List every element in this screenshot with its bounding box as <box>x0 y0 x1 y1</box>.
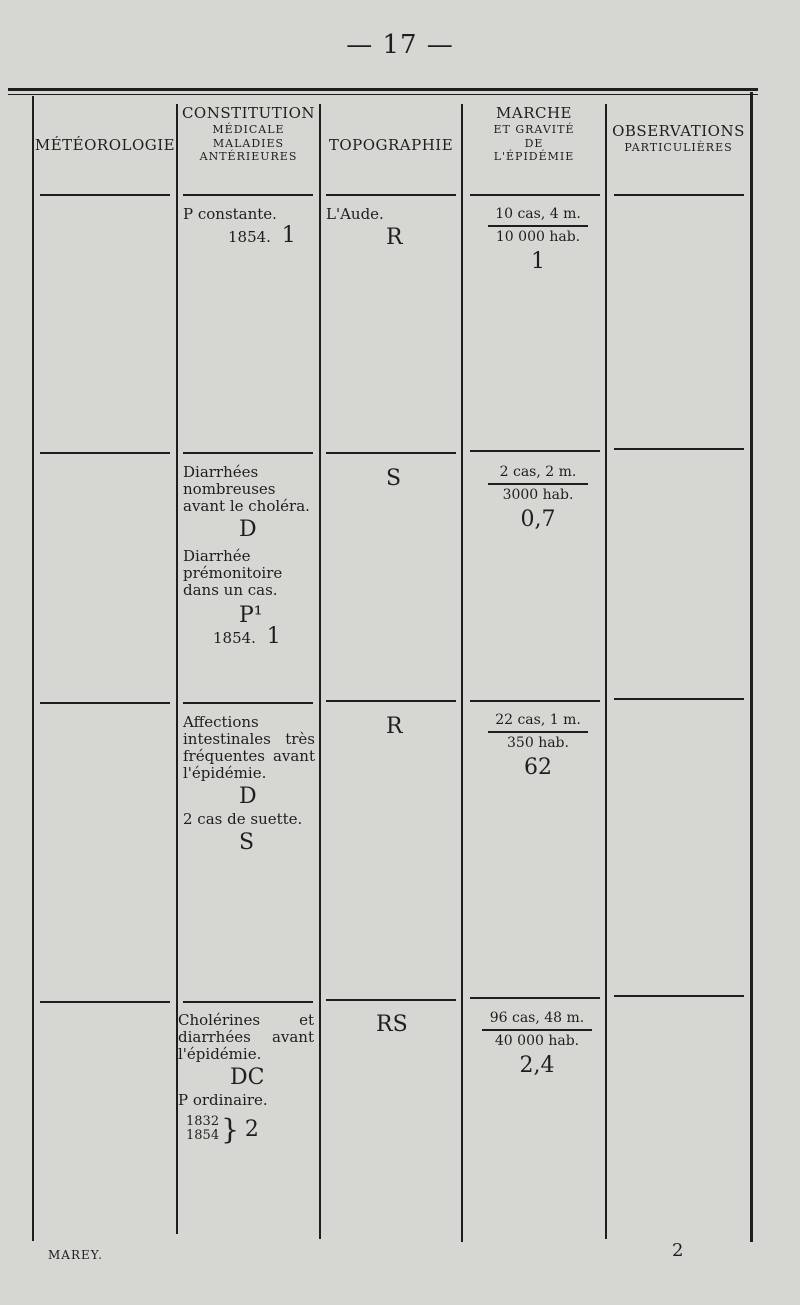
row-separator <box>183 194 313 196</box>
header-constitution-line-4: ANTÉRIEURES <box>199 150 298 164</box>
header-marche-line-4: L'ÉPIDÉMIE <box>493 150 575 164</box>
row4-marche <box>482 1010 592 1078</box>
row4-constitution-years <box>186 1112 314 1146</box>
row3-marche-numerator: 22 cas, 1 m. <box>488 712 588 733</box>
row1-marche <box>488 206 588 274</box>
row4-constitution-text-2: P ordinaire. <box>178 1091 268 1109</box>
row-separator <box>326 999 456 1001</box>
row3-constitution <box>183 713 315 855</box>
row1-constitution-year: 1854. <box>228 228 271 246</box>
top-rule <box>8 88 758 91</box>
header-topographie <box>321 136 461 155</box>
row1-marche-numerator: 10 cas, 4 m. <box>488 206 588 227</box>
row2-constitution-year: 1854. <box>213 629 256 647</box>
column-rule-6 <box>750 92 753 1242</box>
row1-constitution-year-value: 1 <box>281 223 296 248</box>
row-separator <box>183 1001 313 1003</box>
column-rule-5 <box>605 104 607 1239</box>
header-observations-line-1: OBSERVATIONS <box>612 122 745 140</box>
row3-constitution-code-1: D <box>239 784 257 809</box>
row2-marche-denominator: 3000 hab. <box>502 487 574 503</box>
row2-constitution-year-line <box>213 624 315 649</box>
row3-marche-denominator: 350 hab. <box>507 735 569 751</box>
header-marche-line-1: MARCHE <box>496 104 572 122</box>
row-separator <box>614 995 744 997</box>
row4-constitution-code-1: DC <box>230 1065 265 1090</box>
row1-constitution-year-line <box>228 223 313 248</box>
row1-topographie-place: L'Aude. <box>326 205 384 223</box>
row3-marche-result: 62 <box>524 755 552 780</box>
row-separator <box>470 450 600 452</box>
row1-topographie-code: R <box>386 225 403 250</box>
row1-constitution-text: P constante. <box>183 205 277 223</box>
row-separator <box>326 700 456 702</box>
row4-topographie-code: RS <box>376 1012 408 1037</box>
row-separator <box>183 452 313 454</box>
row2-constitution-code-1: D <box>239 517 257 542</box>
row2-constitution-text-1: Diarrhées nombreuses avant le choléra. <box>183 463 310 515</box>
row-separator <box>40 194 170 196</box>
footer-signature: 2 <box>672 1240 684 1261</box>
row-separator <box>40 1001 170 1003</box>
row2-constitution-text-2: Diarrhée prémonitoire dans un cas. <box>183 547 283 599</box>
row3-constitution-code-2: S <box>239 830 255 855</box>
row-separator <box>470 194 600 196</box>
row-separator <box>40 702 170 704</box>
row-separator <box>326 452 456 454</box>
row-separator <box>326 194 456 196</box>
header-constitution-line-1: CONSTITUTION <box>181 104 316 122</box>
header-meteorologie <box>34 136 176 155</box>
row4-constitution-text-1: Cholérines et diarrhées avant l'épidémie. <box>178 1011 314 1063</box>
row4-constitution-year-1: 1832 <box>186 1114 220 1129</box>
row4-constitution-year-2: 1854 <box>186 1128 220 1143</box>
row4-constitution-year-value: 2 <box>244 1116 259 1142</box>
row1-marche-result: 1 <box>531 249 545 274</box>
row2-constitution <box>183 464 315 647</box>
header-topographie-label: TOPOGRAPHIE <box>328 136 454 154</box>
row4-marche-result: 2,4 <box>519 1053 555 1078</box>
row-separator <box>470 700 600 702</box>
column-rule-3 <box>319 104 321 1239</box>
row1-topographie <box>326 205 456 250</box>
row-separator <box>614 698 744 700</box>
row4-marche-numerator: 96 cas, 48 m. <box>482 1010 592 1031</box>
header-observations <box>607 122 750 155</box>
row2-topographie-code: S <box>386 466 402 491</box>
row1-marche-denominator: 10 000 hab. <box>495 229 581 245</box>
brace-icon: } <box>221 1112 239 1146</box>
row3-topographie-code: R <box>386 714 403 739</box>
header-constitution <box>178 104 319 164</box>
header-marche <box>463 104 605 164</box>
header-observations-line-2: PARTICULIÈRES <box>624 140 733 154</box>
row-separator <box>470 997 600 999</box>
row1-constitution <box>183 206 313 246</box>
column-rule-1 <box>32 96 34 1241</box>
row3-constitution-text-1: Affections intestinales très fréquentes avant l'épidémie. <box>183 713 315 782</box>
header-marche-line-3: DE <box>524 136 544 150</box>
header-marche-line-2: ET GRAVITÉ <box>493 122 575 136</box>
header-meteorologie-label: MÉTÉOROLOGIE <box>34 136 176 154</box>
row2-constitution-code-2: P¹ <box>239 603 263 628</box>
row-separator <box>40 452 170 454</box>
header-constitution-line-3: MALADIES <box>212 136 285 150</box>
footer-author: MAREY. <box>48 1248 103 1262</box>
row2-constitution-year-value: 1 <box>266 624 281 649</box>
top-rule-thin <box>8 94 758 95</box>
header-constitution-line-2: MÉDICALE <box>212 122 285 136</box>
row4-constitution-year-list <box>186 1115 219 1143</box>
row3-constitution-text-2: 2 cas de suette. <box>183 810 303 828</box>
row4-marche-denominator: 40 000 hab. <box>494 1033 580 1049</box>
row-separator <box>183 702 313 704</box>
row-separator <box>614 448 744 450</box>
row2-marche <box>488 464 588 532</box>
row4-constitution <box>178 1011 314 1146</box>
row2-marche-result: 0,7 <box>520 507 556 532</box>
row2-marche-numerator: 2 cas, 2 m. <box>488 464 588 485</box>
page-number: — 17 — <box>346 30 454 60</box>
row3-marche <box>488 712 588 780</box>
row-separator <box>614 194 744 196</box>
column-rule-4 <box>461 104 463 1242</box>
